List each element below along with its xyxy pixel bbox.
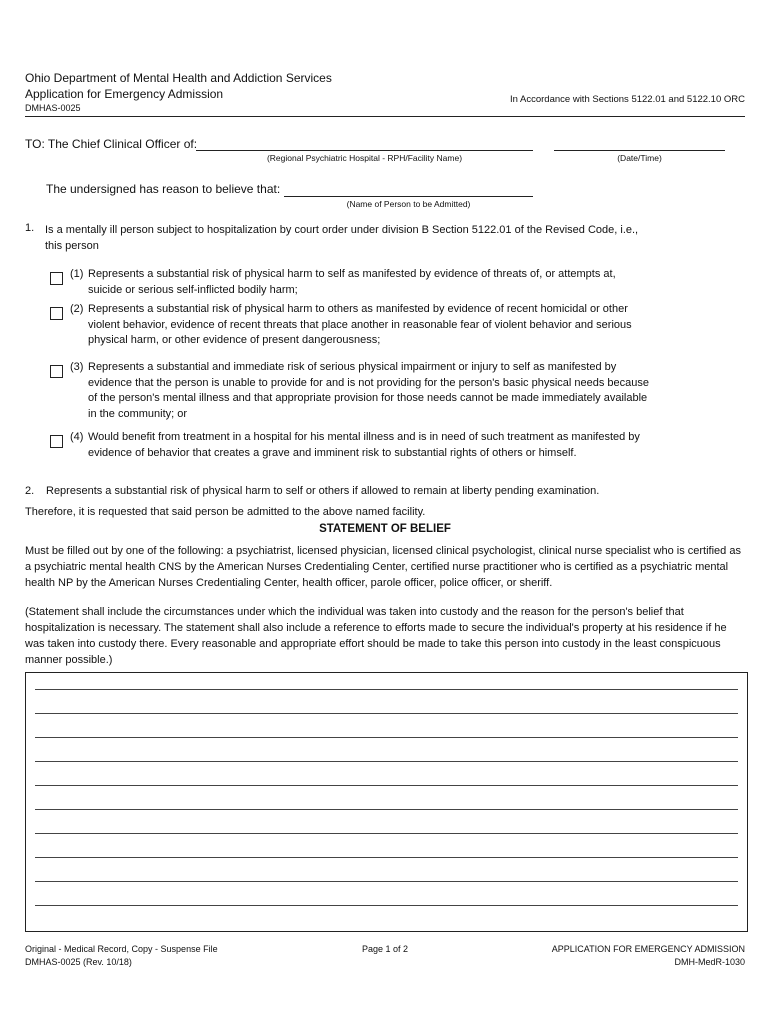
statement-text-area[interactable] <box>25 672 748 932</box>
criterion-4-number: (4) <box>70 431 84 443</box>
datetime-caption: (Date/Time) <box>617 153 662 163</box>
statement-heading: STATEMENT OF BELIEF <box>319 523 451 535</box>
datetime-field[interactable] <box>554 150 725 151</box>
writing-line <box>35 785 738 786</box>
criterion-3-checkbox[interactable] <box>50 365 63 378</box>
to-label: TO: The Chief Clinical Officer of: <box>25 137 198 151</box>
writing-line <box>35 689 738 690</box>
person-name-field[interactable] <box>284 196 533 197</box>
item2-text: Represents a substantial risk of physical harm to self or others if allowed to remain at liberty pending examination. <box>46 485 600 497</box>
writing-line <box>35 905 738 906</box>
criterion-2-checkbox[interactable] <box>50 307 63 320</box>
writing-line <box>35 857 738 858</box>
item1-text <box>45 222 745 254</box>
item2-number: 2. <box>25 485 35 497</box>
item1-number: 1. <box>25 222 35 234</box>
item1-text-line2: this person <box>45 240 99 252</box>
facility-name-field[interactable] <box>196 150 533 151</box>
footer-form-id: DMH-MedR-1030 <box>674 957 745 967</box>
statement-instructions: (Statement shall include the circumstances under which the individual was taken into custody and the reason for the person's belief that hospitalization is necessary. The statement shall also include a reference to efforts made to secure the individual's property at his residence if he was taken into custody there. Every reasonable and appropriate effort should be made to take this person into custody in the least conspicuous manner possible.) <box>25 606 727 666</box>
person-label: The undersigned has reason to believe that: <box>46 182 281 196</box>
header-title-block <box>25 70 332 102</box>
footer-distribution: Original - Medical Record, Copy - Suspense File <box>25 944 218 954</box>
form-code: DMHAS-0025 <box>25 103 81 113</box>
therefore-text: Therefore, it is requested that said person be admitted to the above named facility. <box>25 506 426 518</box>
writing-line <box>35 713 738 714</box>
writing-line <box>35 761 738 762</box>
criterion-1-text: Represents a substantial risk of physical harm to self as manifested by evidence of threats of, or attempts at, suicide or serious self-inflicted bodily harm; <box>88 268 616 296</box>
footer-right <box>552 943 745 969</box>
footer-page: Page 1 of 2 <box>361 944 409 954</box>
criterion-4 <box>70 430 650 461</box>
writing-line <box>35 737 738 738</box>
header-divider <box>25 116 745 117</box>
criterion-2-number: (2) <box>70 303 84 315</box>
criterion-2 <box>70 302 650 349</box>
writing-line <box>35 833 738 834</box>
footer-revision: DMHAS-0025 (Rev. 10/18) <box>25 957 132 967</box>
person-name-caption: (Name of Person to be Admitted) <box>346 199 471 209</box>
statement-who-text: Must be filled out by one of the following: a psychiatrist, licensed physician, licensed clinical psychologist, clinical nurse specialist who is certified as a psychiatric mental health CNS by the American Nurses Credentialing Center, certified nurse practitioner who is certified as a psychiatric mental health NP by the American Nurses Credentialing Center, health officer, parole officer, police officer, or sheriff. <box>25 545 741 589</box>
criterion-3-text: Represents a substantial and immediate risk of serious physical impairment or injury to self as manifested by evidence that the person is unable to provide for and is not providing for the person's basic physical needs because of the person's mental illness and that appropriate provision for those needs cannot be made immediately available in the community; or <box>88 361 650 420</box>
statute-reference: In Accordance with Sections 5122.01 and 5122.10 ORC <box>509 94 745 105</box>
footer-form-name: APPLICATION FOR EMERGENCY ADMISSION <box>551 944 745 954</box>
writing-line <box>35 809 738 810</box>
criterion-2-text: Represents a substantial risk of physical harm to others as manifested by evidence of recent homicidal or other violent behavior, evidence of recent threats that place another in reasonable fear of violent behavior and serious physical harm, or other evidence of present dangerousness; <box>88 303 632 346</box>
criterion-3-number: (3) <box>70 361 84 373</box>
facility-caption: (Regional Psychiatric Hospital - RPH/Facility Name) <box>266 153 463 163</box>
criterion-1-checkbox[interactable] <box>50 272 63 285</box>
form-title: Application for Emergency Admission <box>25 87 224 101</box>
criterion-3 <box>70 360 650 422</box>
criterion-1 <box>70 267 650 298</box>
criterion-4-text: Would benefit from treatment in a hospital for his mental illness and is in need of such treatment as manifested by evidence of behavior that creates a grave and imminent risk to substantial rights of others or himself. <box>88 431 640 459</box>
agency-name: Ohio Department of Mental Health and Addiction Services <box>25 71 332 85</box>
criterion-1-number: (1) <box>70 268 84 280</box>
writing-line <box>35 881 738 882</box>
criterion-4-checkbox[interactable] <box>50 435 63 448</box>
item1-text-line1: Is a mentally ill person subject to hospitalization by court order under division B Section 5122.01 of the Revised Code, i.e., <box>45 224 639 236</box>
